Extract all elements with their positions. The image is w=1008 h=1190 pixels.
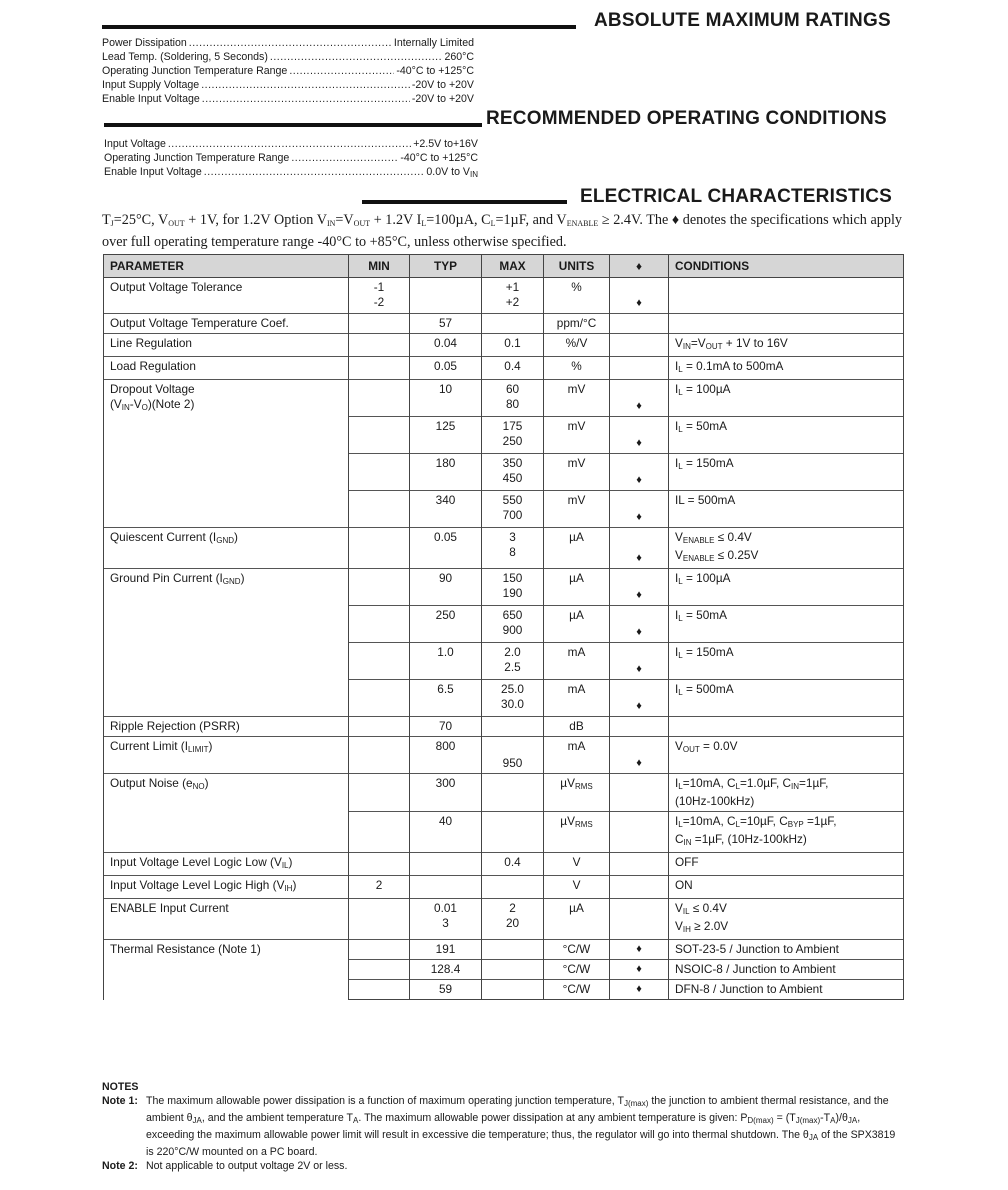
table-row: Line Regulation 0.04 0.1 %/V $V_{IN}=V_{OUT} + 1V$ to 16V [104, 334, 904, 357]
table-header-row [104, 255, 904, 278]
table-row: Ground Pin Current $(I_{GND})$ 90 150 190 µA ♦ $I_L = 100\mu A$ [104, 569, 904, 606]
table-row: Load Regulation 0.05 0.4 % $I_L = 0.1mA$ to 500mA [104, 357, 904, 380]
diamond-mark: ♦ [610, 278, 669, 314]
list-item: Lead Temp. (Soldering, 5 Seconds) ..... 260°C [102, 50, 474, 64]
diamond-mark: ♦ [610, 569, 669, 606]
table-row: 59 °C/W ♦ DFN-8 / Junction to Ambient [104, 980, 904, 1000]
table-row: Thermal Resistance (Note 1) 191 °C/W ♦ SOT-23-5 / Junction to Ambient [104, 940, 904, 960]
amr-rule [102, 25, 576, 29]
table-row: 128.4 °C/W ♦ NSOIC-8 / Junction to Ambient [104, 960, 904, 980]
header-typ: TYP [410, 255, 482, 278]
list-item: Operating Junction Temperature Range ..... -40°C to +125°C [104, 151, 478, 165]
table-row: 250 650 900 µA ♦ $I_L = 50mA$ [104, 606, 904, 643]
roc-rule [104, 123, 482, 127]
diamond-mark: ♦ [610, 491, 669, 528]
roc-title: RECOMMENDED OPERATING CONDITIONS [486, 108, 887, 129]
diamond-mark: ♦ [610, 940, 669, 960]
table-row: Dropout Voltage $(V_{IN}-V_O)(Note$ 2) 10 60 80 mV ♦ $I_L = 100\mu A$ [104, 380, 904, 417]
diamond-mark: ♦ [610, 380, 669, 417]
header-min: MIN [349, 255, 410, 278]
diamond-mark: ♦ [610, 737, 669, 774]
table-row: Input Voltage Level Logic High $(V_{IH})$ 2 V ON [104, 876, 904, 899]
diamond-mark: ♦ [610, 606, 669, 643]
diamond-mark: ♦ [610, 454, 669, 491]
table-row: 340 550 700 mV ♦ IL = 500mA [104, 491, 904, 528]
table-row: Quiescent Current $(I_{GND})$ 0.05 3 8 µA ♦ $V_{ENABLE} \le 0.4V$ $V_{ENABLE} \le 0.25V$ [104, 528, 904, 569]
ec-title: ELECTRICAL CHARACTERISTICS [580, 186, 893, 207]
diamond-mark: ♦ [610, 980, 669, 1000]
notes-section [102, 1080, 902, 1173]
list-item: Input Supply Voltage ..... -20V to +20V [102, 78, 474, 92]
table-row: ENABLE Input Current 0.01 3 2 20 µA $V_{IL} \le 0.4V$ $V_{IH} \ge 2.0V$ [104, 899, 904, 940]
list-item: Enable Input Voltage ..... -20V to +20V [102, 92, 474, 106]
header-units: UNITS [544, 255, 610, 278]
amr-title: ABSOLUTE MAXIMUM RATINGS [594, 10, 891, 31]
table-row: Ripple Rejection (PSRR) 70 dB [104, 717, 904, 737]
ec-intro: $T_J=25^\circ C$, $V_{OUT} + 1V$, for 1.2V Option $V_{IN}=V_{OUT} + 1.2V$ $I_L=100\mu A$, $C_L=1\mu F$, and $V_{ENABLE} \ge 2.4V$. The ♦ denotes the specifications which apply over full operating temperature range -40°C to +85°C, unless otherwise specified. [102, 212, 902, 250]
list-item: Input Voltage ..... +2.5V to+16V [104, 137, 478, 151]
note-1: Note 1: The maximum allowable power dissipation is a function of maximum operating junction temperature, $T_{J(max)}$ the junction to ambient thermal resistance, and the ambient $\theta_{JA}$, and the ambient temperature $T_A$. The maximum allowable power dissipation at any ambient temperature is given: $P_{D(max)} = (T_{J(max)}-T_A)/\theta_{JA}$, exceeding the maximum allowable power limit will result in excessive die temperature; thus, the regulator will go into thermal shutdown. The $\theta_{JA}$ of the SPX3819 is 220°C/W mounted on a PC board. [102, 1095, 896, 1158]
table-row: Output Voltage Temperature Coef. 57 ppm/°C [104, 314, 904, 334]
list-item: Enable Input Voltage ..... 0.0V to $V_{IN}$ [104, 165, 478, 182]
amr-list [102, 36, 474, 106]
diamond-mark: ♦ [610, 680, 669, 717]
header-diamond: ♦ [610, 255, 669, 278]
table-row: 6.5 25.0 30.0 mA ♦ $I_L = 500mA$ [104, 680, 904, 717]
table-row: Input Voltage Level Logic Low $(V_{IL})$ 0.4 V OFF [104, 853, 904, 876]
table-row: 180 350 450 mV ♦ $I_L = 150mA$ [104, 454, 904, 491]
table-row: Current Limit $(I_{LIMIT})$ 800 950 mA ♦ $V_{OUT} = 0.0V$ [104, 737, 904, 774]
electrical-characteristics-table [103, 254, 904, 1000]
diamond-mark: ♦ [610, 643, 669, 680]
note-2: Note 2: Not applicable to output voltage 2V or less. [102, 1160, 348, 1172]
table-row: 125 175 250 mV ♦ $I_L = 50mA$ [104, 417, 904, 454]
ec-rule [362, 200, 567, 204]
diamond-mark: ♦ [610, 960, 669, 980]
table-row: Output Voltage Tolerance -1 -2 +1 +2 % ♦ [104, 278, 904, 314]
table-row: Output Noise $(e_{NO})$ 300 µV$_{RMS}$ $I_L=10mA$, $C_L=1.0\mu F$, $C_{IN}=1\mu F$, (10Hz-100kHz) [104, 774, 904, 812]
diamond-mark: ♦ [610, 417, 669, 454]
list-item: Operating Junction Temperature Range ..... -40°C to +125°C [102, 64, 474, 78]
roc-list [104, 137, 478, 182]
table-row: 40 µV$_{RMS}$ $I_L=10mA$, $C_L=10\mu F$, $C_{BYP} =1\mu F$, $C_{IN} =1\mu F$, (10Hz-100kHz) [104, 812, 904, 853]
list-item: Power Dissipation ..... Internally Limited [102, 36, 474, 50]
header-parameter: PARAMETER [104, 255, 349, 278]
header-conditions: CONDITIONS [669, 255, 904, 278]
notes-heading: NOTES [102, 1081, 139, 1093]
diamond-mark: ♦ [610, 528, 669, 569]
table-row: 1.0 2.0 2.5 mA ♦ $I_L = 150mA$ [104, 643, 904, 680]
header-max: MAX [482, 255, 544, 278]
